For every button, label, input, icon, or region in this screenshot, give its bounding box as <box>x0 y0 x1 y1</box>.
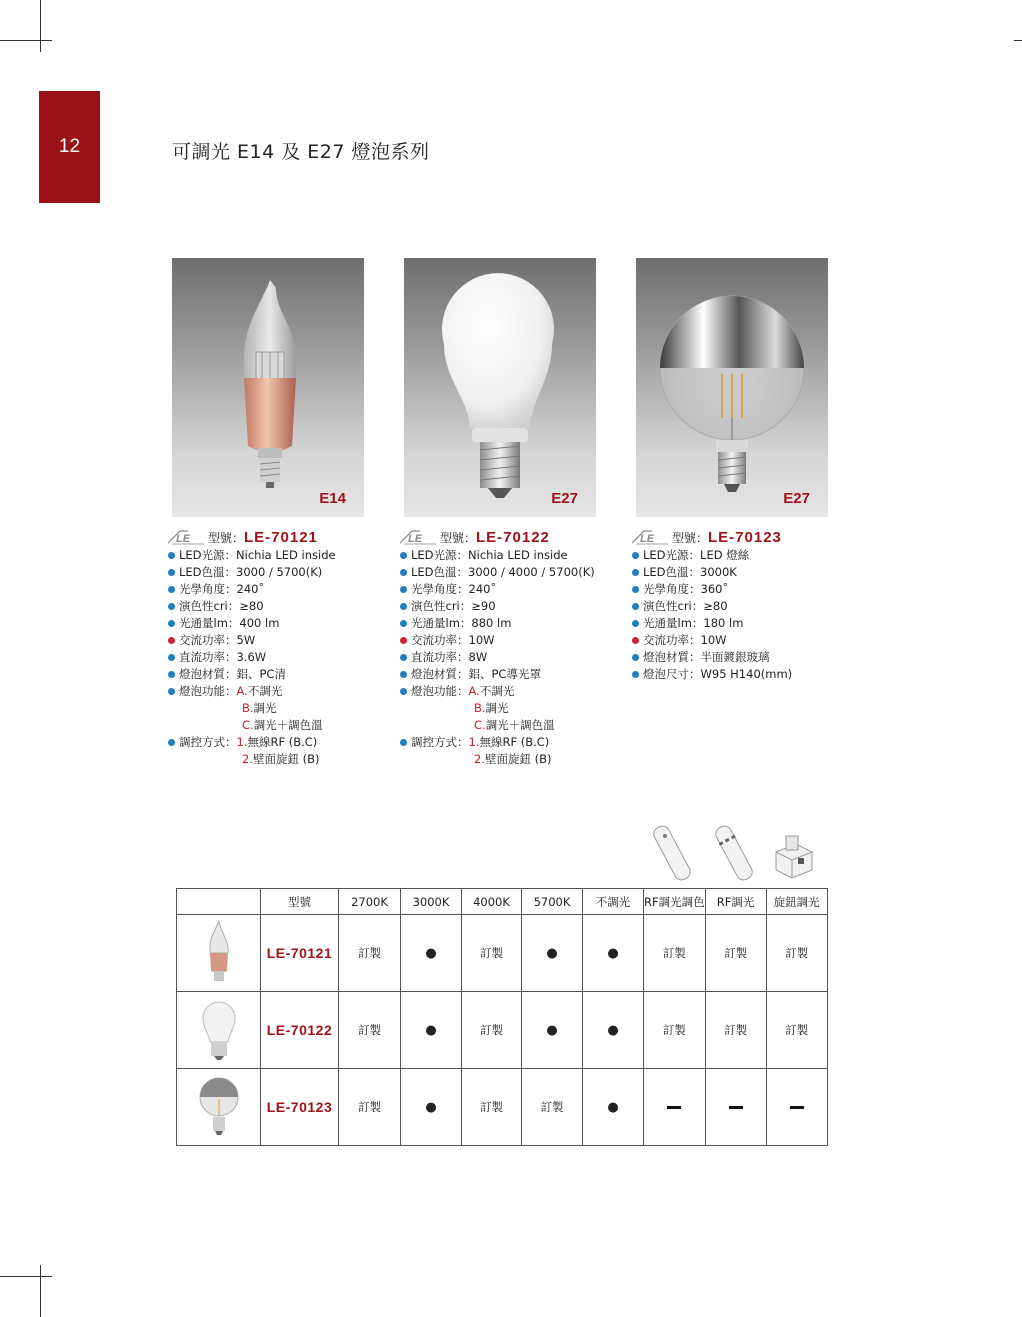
spec-key: 燈泡材質： <box>643 650 701 664</box>
spec-value: 180 lm <box>703 616 744 630</box>
function-option <box>398 717 628 734</box>
function-option <box>166 700 396 717</box>
bullet-icon <box>632 603 639 610</box>
option-text: 無線RF (B.C) <box>247 735 318 749</box>
spec-row <box>166 564 396 581</box>
spec-row <box>630 666 860 683</box>
svg-text:LE: LE <box>408 533 423 545</box>
spec-key: 調控方式： <box>179 735 237 749</box>
bullet-icon <box>400 603 407 610</box>
thumbnail-cell <box>177 915 261 992</box>
option-text: 不調光 <box>247 684 283 698</box>
page-number: 12 <box>58 136 81 157</box>
thumbnail-cell <box>177 1069 261 1146</box>
table-cell: ● <box>583 1069 644 1146</box>
option-text: 調光 <box>485 701 509 715</box>
bullet-icon <box>168 739 175 746</box>
table-cell: ● <box>522 915 583 992</box>
spec-value: 半面鍍銀玻璃 <box>700 650 770 664</box>
thumbnail-cell <box>177 992 261 1069</box>
model-cell: LE-70121 <box>261 915 339 992</box>
spec-key: 光通量lm： <box>643 616 704 630</box>
bullet-icon <box>168 586 175 593</box>
header-cell: 2700K <box>339 889 401 915</box>
spec-row <box>166 547 396 564</box>
product-photo-e14-candle <box>172 258 364 517</box>
model-cell: LE-70122 <box>261 992 339 1069</box>
base-label: E14 <box>319 490 346 507</box>
spec-row <box>398 581 628 598</box>
spec-row <box>630 632 860 649</box>
table-cell: 訂製 <box>766 915 827 992</box>
model-line <box>398 527 628 547</box>
page-title: 可調光 E14 及 E27 燈泡系列 <box>172 141 430 163</box>
table-cell <box>705 1069 766 1146</box>
spec-value: W95 H140(mm) <box>700 667 793 681</box>
spec-key: 燈泡功能： <box>411 684 469 698</box>
model-key: 型號： <box>208 530 245 545</box>
product-photo-e27-a-bulb <box>404 258 596 517</box>
spec-key: 演色性cri： <box>179 599 240 613</box>
rf-remote-dimmer-icon <box>710 822 762 882</box>
spec-row <box>398 632 628 649</box>
spec-key: 燈泡材質： <box>179 667 237 681</box>
spec-value: 880 lm <box>471 616 512 630</box>
header-cell: 4000K <box>462 889 522 915</box>
spec-key: LED色溫： <box>411 565 469 579</box>
spec-row <box>630 547 860 564</box>
header-cell: 5700K <box>522 889 583 915</box>
spec-row <box>398 615 628 632</box>
option-text: 調光 <box>253 701 277 715</box>
spec-row <box>166 615 396 632</box>
spec-key: 直流功率： <box>411 650 469 664</box>
table-cell: ● <box>401 992 462 1069</box>
spec-row <box>630 649 860 666</box>
bullet-icon <box>168 569 175 576</box>
base-label: E27 <box>551 490 578 507</box>
le-logo-icon <box>166 529 206 545</box>
table-cell: ● <box>401 915 462 992</box>
model-key: 型號： <box>440 530 477 545</box>
page-number-tab <box>39 91 100 203</box>
table-cell: ● <box>583 992 644 1069</box>
spec-value: 3000K <box>700 565 737 579</box>
bullet-icon <box>632 586 639 593</box>
spec-row <box>398 547 628 564</box>
spec-row <box>166 598 396 615</box>
header-cell: 3000K <box>401 889 462 915</box>
spec-value: 240˚ <box>468 582 497 596</box>
spec-key: LED光源： <box>179 548 237 562</box>
spec-key: LED色溫： <box>179 565 237 579</box>
spec-key: 光學角度： <box>179 582 237 596</box>
spec-row <box>166 666 396 683</box>
spec-value: 400 lm <box>239 616 280 630</box>
bullet-icon <box>400 654 407 661</box>
model-cell: LE-70123 <box>261 1069 339 1146</box>
control-option <box>166 751 396 768</box>
table-cell: 訂製 <box>705 915 766 992</box>
spec-key: 交流功率： <box>411 633 469 647</box>
bullet-icon <box>400 688 407 695</box>
spec-value: 8W <box>468 650 488 664</box>
svg-text:LE: LE <box>176 533 191 545</box>
table-row <box>177 1069 828 1146</box>
table-row <box>177 992 828 1069</box>
bullet-icon <box>168 603 175 610</box>
table-cell: 訂製 <box>766 992 827 1069</box>
spec-row <box>630 581 860 598</box>
spec-value: 10W <box>468 633 495 647</box>
option-letter: C. <box>242 718 254 732</box>
spec-value: LED 燈絲 <box>700 548 750 562</box>
bullet-icon <box>632 654 639 661</box>
spec-key: 燈泡材質： <box>411 667 469 681</box>
option-text: 不調光 <box>479 684 515 698</box>
table-cell: 訂製 <box>462 1069 522 1146</box>
table-cell <box>644 1069 706 1146</box>
not-available-dash <box>667 1106 681 1109</box>
crop-mark <box>40 0 41 52</box>
table-cell: ● <box>401 1069 462 1146</box>
option-letter: A. <box>236 684 248 698</box>
base-label: E27 <box>783 490 810 507</box>
header-cell <box>177 889 261 915</box>
bullet-icon <box>168 671 175 678</box>
not-available-dash <box>729 1106 743 1109</box>
spec-row <box>398 564 628 581</box>
bullet-icon <box>168 654 175 661</box>
spec-row <box>398 598 628 615</box>
spec-value: 鋁、PC清 <box>236 667 286 681</box>
table-cell: 訂製 <box>339 992 401 1069</box>
option-number: 2. <box>474 752 485 766</box>
table-header-row <box>177 889 828 915</box>
spec-row <box>398 649 628 666</box>
table-cell: 訂製 <box>462 915 522 992</box>
bullet-icon <box>400 586 407 593</box>
candle-bulb-thumbnail <box>204 919 234 985</box>
spec-row <box>630 615 860 632</box>
model-number: LE-70123 <box>708 528 782 546</box>
candle-bulb-image <box>172 258 364 517</box>
table-cell: ● <box>522 992 583 1069</box>
le-logo-icon <box>630 529 670 545</box>
spec-key: 交流功率： <box>179 633 237 647</box>
spec-key: 演色性cri： <box>643 599 704 613</box>
spec-key: 調控方式： <box>411 735 469 749</box>
a-bulb-thumbnail <box>199 996 239 1062</box>
spec-row-function <box>398 683 628 700</box>
spec-key: LED光源： <box>411 548 469 562</box>
table-cell: 訂製 <box>644 992 706 1069</box>
header-cell: RF調光 <box>705 889 766 915</box>
spec-value: Nichia LED inside <box>468 548 568 562</box>
option-text: 壁面旋鈕 (B) <box>252 752 320 766</box>
crop-mark <box>0 1276 52 1277</box>
table-cell <box>766 1069 827 1146</box>
option-text: 調光＋調色溫 <box>485 718 555 732</box>
spec-key: 光學角度： <box>411 582 469 596</box>
spec-block-le-70123 <box>630 527 860 683</box>
spec-block-le-70121 <box>166 527 396 768</box>
spec-value: ≥90 <box>471 599 496 613</box>
svg-text:LE: LE <box>640 533 655 545</box>
model-line <box>166 527 396 547</box>
bullet-icon <box>400 739 407 746</box>
table-cell: 訂製 <box>462 992 522 1069</box>
spec-row <box>166 581 396 598</box>
header-cell: 不調光 <box>583 889 644 915</box>
spec-value: ≥80 <box>239 599 264 613</box>
bullet-icon <box>632 552 639 559</box>
option-text: 無線RF (B.C) <box>479 735 550 749</box>
bullet-icon <box>168 552 175 559</box>
comparison-table <box>176 888 828 1146</box>
model-line <box>630 527 860 547</box>
bullet-icon <box>400 569 407 576</box>
crop-mark <box>40 1265 41 1317</box>
spec-value: 5W <box>236 633 256 647</box>
spec-value: 360˚ <box>700 582 729 596</box>
header-cell: RF調光調色 <box>644 889 706 915</box>
spec-row <box>166 649 396 666</box>
crop-mark <box>1014 40 1022 41</box>
spec-key: LED光源： <box>643 548 701 562</box>
globe-bulb-thumbnail <box>197 1073 241 1139</box>
spec-value: ≥80 <box>703 599 728 613</box>
spec-row <box>166 632 396 649</box>
spec-value: Nichia LED inside <box>236 548 336 562</box>
spec-key: 交流功率： <box>643 633 701 647</box>
not-available-dash <box>790 1106 804 1109</box>
spec-key: 光學角度： <box>643 582 701 596</box>
spec-row-control <box>166 734 396 751</box>
table-cell: 訂製 <box>339 1069 401 1146</box>
table-cell: 訂製 <box>522 1069 583 1146</box>
spec-block-le-70122 <box>398 527 628 768</box>
bullet-icon <box>400 552 407 559</box>
spec-row-control <box>398 734 628 751</box>
table-cell: 訂製 <box>644 915 706 992</box>
le-logo-icon <box>398 529 438 545</box>
option-text: 調光＋調色溫 <box>253 718 323 732</box>
bullet-icon <box>400 637 407 644</box>
a-bulb-image <box>404 258 596 517</box>
bullet-icon <box>400 671 407 678</box>
silver-globe-bulb-image <box>636 258 828 517</box>
bullet-icon <box>400 620 407 627</box>
option-number: 1. <box>236 735 248 749</box>
spec-value: 3.6W <box>236 650 267 664</box>
spec-key: 直流功率： <box>179 650 237 664</box>
spec-key: 燈泡功能： <box>179 684 237 698</box>
table-row <box>177 915 828 992</box>
crop-mark <box>0 40 52 41</box>
option-letter: C. <box>474 718 486 732</box>
spec-row <box>630 598 860 615</box>
option-number: 1. <box>468 735 480 749</box>
bullet-icon <box>632 620 639 627</box>
header-cell: 旋鈕調光 <box>766 889 827 915</box>
table-cell: ● <box>583 915 644 992</box>
option-letter: B. <box>474 701 486 715</box>
spec-key: LED色溫： <box>643 565 701 579</box>
table-cell: 訂製 <box>705 992 766 1069</box>
spec-value: 鋁、PC導光罩 <box>468 667 541 681</box>
option-number: 2. <box>242 752 253 766</box>
bullet-icon <box>168 620 175 627</box>
model-number: LE-70122 <box>476 528 550 546</box>
rf-remote-cct-icon <box>648 822 700 882</box>
spec-row-function <box>166 683 396 700</box>
spec-row <box>398 666 628 683</box>
spec-value: 240˚ <box>236 582 265 596</box>
function-option <box>398 700 628 717</box>
bullet-icon <box>168 637 175 644</box>
bullet-icon <box>632 637 639 644</box>
product-photo-e27-globe <box>636 258 828 517</box>
bullet-icon <box>632 671 639 678</box>
spec-value: 10W <box>700 633 727 647</box>
bullet-icon <box>632 569 639 576</box>
bullet-icon <box>168 688 175 695</box>
spec-key: 光通量lm： <box>411 616 472 630</box>
spec-key: 演色性cri： <box>411 599 472 613</box>
model-key: 型號： <box>672 530 709 545</box>
spec-key: 光通量lm： <box>179 616 240 630</box>
model-number: LE-70121 <box>244 528 318 546</box>
option-text: 壁面旋鈕 (B) <box>484 752 552 766</box>
option-letter: B. <box>242 701 254 715</box>
spec-value: 3000 / 4000 / 5700(K) <box>468 565 595 579</box>
rotary-dimmer-icon <box>770 822 816 882</box>
header-cell: 型號 <box>261 889 339 915</box>
spec-key: 燈泡尺寸： <box>643 667 701 681</box>
table-cell: 訂製 <box>339 915 401 992</box>
control-option <box>398 751 628 768</box>
spec-row <box>630 564 860 581</box>
option-letter: A. <box>468 684 480 698</box>
function-option <box>166 717 396 734</box>
spec-value: 3000 / 5700(K) <box>236 565 323 579</box>
